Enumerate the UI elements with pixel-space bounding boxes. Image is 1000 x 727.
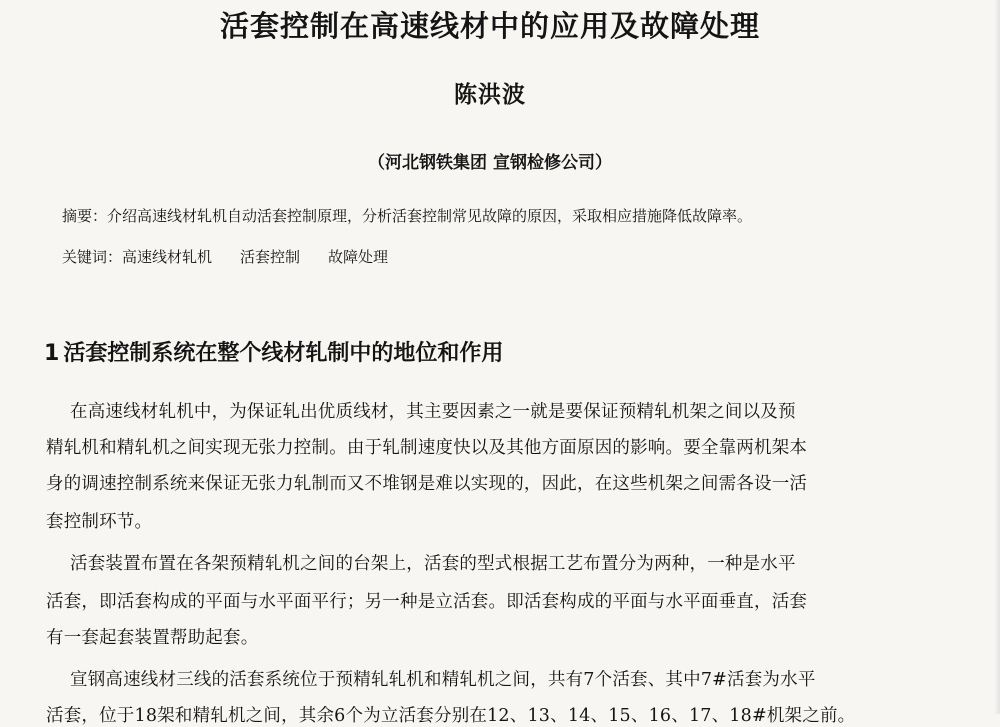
paragraph-line: 身的调速控制系统来保证无张力轧制而又不堆钢是难以实现的，因此，在这些机架之间需各设一活 bbox=[46, 474, 808, 494]
paragraph-line: 活套，即活套构成的平面与水平面平行；另一种是立活套。即活套构成的平面与水平面垂直，活套 bbox=[46, 592, 808, 612]
section-title: 活套控制系统在整个线材轧制中的地位和作用 bbox=[63, 341, 504, 366]
paragraph-line: 宣钢高速线材三线的活套系统位于预精轧轧机和精轧机之间，共有7个活套、其中7#活套为水平 bbox=[70, 670, 816, 690]
section-number: 1 bbox=[44, 341, 60, 366]
paragraph-line: 精轧机和精轧机之间实现无张力控制。由于轧制速度快以及其他方面原因的影响。要全靠两机架本 bbox=[46, 438, 808, 458]
keyword-item: 活套控制 bbox=[240, 248, 301, 266]
paragraph-line: 在高速线材轧机中，为保证轧出优质线材，其主要因素之一就是要保证预精轧机架之间以及预 bbox=[70, 402, 796, 422]
author-name: 陈洪波 bbox=[454, 82, 526, 108]
abstract-text: 介绍高速线材轧机自动活套控制原理，分析活套控制常见故障的原因，采取相应措施降低故障率。 bbox=[107, 207, 753, 225]
keyword-item: 高速线材轧机 bbox=[122, 248, 213, 266]
paragraph-line: 套控制环节。 bbox=[46, 512, 153, 532]
keywords-label: 关键词： bbox=[62, 248, 123, 266]
author-affiliation: （河北钢铁集团 宣钢检修公司） bbox=[368, 153, 612, 173]
paper-title: 活套控制在高速线材中的应用及故障处理 bbox=[219, 9, 760, 43]
paragraph-line: 活套，位于18架和精轧机之间，其余6个为立活套分别在12、13、14、15、16、17、18#机架之前。 bbox=[46, 706, 856, 726]
keywords bbox=[62, 246, 416, 267]
scan-shadow-edge bbox=[994, 0, 1000, 714]
paragraph-line: 有一套起套装置帮助起套。 bbox=[46, 628, 259, 648]
section-heading bbox=[44, 336, 503, 367]
abstract-label: 摘要： bbox=[62, 207, 108, 225]
paragraph-line: 活套装置布置在各架预精轧机之间的台架上，活套的型式根据工艺布置分为两种，一种是水平 bbox=[70, 554, 796, 574]
keyword-item: 故障处理 bbox=[328, 248, 389, 266]
abstract bbox=[62, 205, 752, 226]
